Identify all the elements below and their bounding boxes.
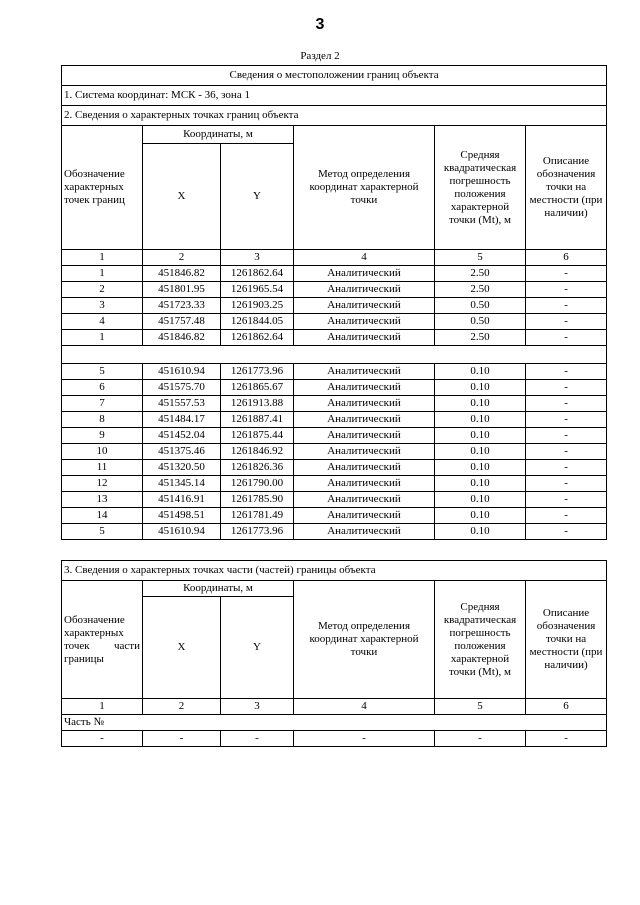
- header-description: Описание обозначения точки на местности (при наличии): [526, 126, 607, 250]
- point-number: 4: [62, 314, 143, 330]
- table-row: [62, 330, 607, 346]
- part-table: [61, 560, 607, 747]
- method: Аналитический: [294, 412, 435, 428]
- accuracy: 0.10: [435, 460, 526, 476]
- accuracy: 0.10: [435, 396, 526, 412]
- table-row: [62, 492, 607, 508]
- description: -: [526, 460, 607, 476]
- part-header-x: X: [143, 597, 221, 699]
- accuracy: 2.50: [435, 330, 526, 346]
- method: Аналитический: [294, 282, 435, 298]
- coord-y: 1261844.05: [221, 314, 294, 330]
- part-cell: -: [62, 731, 143, 747]
- part-cell: -: [143, 731, 221, 747]
- column-number-row: [62, 250, 607, 266]
- accuracy: 2.50: [435, 266, 526, 282]
- contour-separator-row: [62, 346, 607, 364]
- column-number: 5: [435, 699, 526, 715]
- point-number: 5: [62, 524, 143, 540]
- table-row: [62, 298, 607, 314]
- table-row: [62, 428, 607, 444]
- coord-y: 1261785.90: [221, 492, 294, 508]
- point-number: 14: [62, 508, 143, 524]
- table-row: [62, 396, 607, 412]
- coord-x: 451575.70: [143, 380, 221, 396]
- part-label: Часть №: [62, 715, 607, 731]
- part-header-accuracy: Средняя квадратическая погрешность положения характерной точки (Mt), м: [435, 581, 526, 699]
- coord-y: 1261903.25: [221, 298, 294, 314]
- part-cell: -: [526, 731, 607, 747]
- description: -: [526, 330, 607, 346]
- coord-y: 1261862.64: [221, 330, 294, 346]
- column-number: 6: [526, 699, 607, 715]
- description: -: [526, 444, 607, 460]
- column-number: 1: [62, 250, 143, 266]
- description: -: [526, 492, 607, 508]
- accuracy: 0.50: [435, 314, 526, 330]
- description: -: [526, 428, 607, 444]
- method: Аналитический: [294, 428, 435, 444]
- method: Аналитический: [294, 364, 435, 380]
- table-row: [62, 380, 607, 396]
- description: -: [526, 476, 607, 492]
- part-header-designation: Обозначение характерных точек части границы: [62, 581, 143, 699]
- method: Аналитический: [294, 396, 435, 412]
- header-x: X: [143, 144, 221, 250]
- accuracy: 0.10: [435, 428, 526, 444]
- header-accuracy: Средняя квадратическая погрешность положения характерной точки (Mt), м: [435, 126, 526, 250]
- part-header-description: Описание обозначения точки на местности (при наличии): [526, 581, 607, 699]
- header-designation: Обозначение характерных точек границ: [62, 126, 143, 250]
- part-heading: 3. Сведения о характерных точках части (частей) границы объекта: [62, 561, 607, 581]
- coord-x: 451375.46: [143, 444, 221, 460]
- coord-y: 1261865.67: [221, 380, 294, 396]
- coord-x: 451320.50: [143, 460, 221, 476]
- point-number: 10: [62, 444, 143, 460]
- point-number: 1: [62, 266, 143, 282]
- method: Аналитический: [294, 380, 435, 396]
- column-number: 6: [526, 250, 607, 266]
- point-number: 3: [62, 298, 143, 314]
- contour-separator: [62, 346, 607, 364]
- accuracy: 2.50: [435, 282, 526, 298]
- point-number: 11: [62, 460, 143, 476]
- point-number: 2: [62, 282, 143, 298]
- description: -: [526, 298, 607, 314]
- coord-y: 1261887.41: [221, 412, 294, 428]
- coord-x: 451757.48: [143, 314, 221, 330]
- contour-2-rows: [62, 364, 607, 540]
- point-number: 7: [62, 396, 143, 412]
- points-heading: 2. Сведения о характерных точках границ объекта: [62, 106, 607, 126]
- column-number: 3: [221, 250, 294, 266]
- coord-y: 1261790.00: [221, 476, 294, 492]
- header-y: Y: [221, 144, 294, 250]
- method: Аналитический: [294, 492, 435, 508]
- coord-x: 451723.33: [143, 298, 221, 314]
- coord-y: 1261773.96: [221, 364, 294, 380]
- coord-x: 451846.82: [143, 266, 221, 282]
- description: -: [526, 508, 607, 524]
- description: -: [526, 396, 607, 412]
- column-number: 4: [294, 250, 435, 266]
- coord-y: 1261781.49: [221, 508, 294, 524]
- coord-system: 1. Система координат: МСК - 36, зона 1: [62, 86, 607, 106]
- point-number: 5: [62, 364, 143, 380]
- coord-x: 451610.94: [143, 524, 221, 540]
- column-number: 5: [435, 250, 526, 266]
- coord-y: 1261826.36: [221, 460, 294, 476]
- accuracy: 0.10: [435, 524, 526, 540]
- coord-x: 451557.53: [143, 396, 221, 412]
- accuracy: 0.10: [435, 492, 526, 508]
- table-row: [62, 364, 607, 380]
- table-row: [62, 476, 607, 492]
- point-number: 9: [62, 428, 143, 444]
- accuracy: 0.10: [435, 444, 526, 460]
- method: Аналитический: [294, 298, 435, 314]
- point-number: 1: [62, 330, 143, 346]
- part-cell: -: [435, 731, 526, 747]
- point-number: 8: [62, 412, 143, 428]
- part-cell: -: [221, 731, 294, 747]
- coord-x: 451416.91: [143, 492, 221, 508]
- method: Аналитический: [294, 266, 435, 282]
- column-number: 3: [221, 699, 294, 715]
- coord-y: 1261862.64: [221, 266, 294, 282]
- accuracy: 0.10: [435, 476, 526, 492]
- description: -: [526, 524, 607, 540]
- description: -: [526, 282, 607, 298]
- column-number: 2: [143, 250, 221, 266]
- table-row: [62, 314, 607, 330]
- coord-x: 451452.04: [143, 428, 221, 444]
- main-title: Сведения о местоположении границ объекта: [62, 66, 607, 86]
- description: -: [526, 266, 607, 282]
- description: -: [526, 380, 607, 396]
- accuracy: 0.10: [435, 364, 526, 380]
- coord-y: 1261846.92: [221, 444, 294, 460]
- method: Аналитический: [294, 508, 435, 524]
- coord-x: 451498.51: [143, 508, 221, 524]
- part-cell: -: [294, 731, 435, 747]
- header-coordinates: Координаты, м: [143, 126, 294, 144]
- point-number: 6: [62, 380, 143, 396]
- coord-x: 451846.82: [143, 330, 221, 346]
- coord-x: 451345.14: [143, 476, 221, 492]
- table-row: [62, 508, 607, 524]
- table-row: [62, 460, 607, 476]
- part-column-number-row: [62, 699, 607, 715]
- method: Аналитический: [294, 314, 435, 330]
- description: -: [526, 314, 607, 330]
- table-row: [62, 266, 607, 282]
- description: -: [526, 412, 607, 428]
- table-row: [62, 524, 607, 540]
- coord-y: 1261773.96: [221, 524, 294, 540]
- part-header-method: Метод определения координат характерной точки: [294, 581, 435, 699]
- coord-x: 451610.94: [143, 364, 221, 380]
- accuracy: 0.10: [435, 380, 526, 396]
- header-method: Метод определения координат характерной точки: [294, 126, 435, 250]
- accuracy: 0.10: [435, 412, 526, 428]
- part-header-y: Y: [221, 597, 294, 699]
- column-number: 4: [294, 699, 435, 715]
- table-row: [62, 444, 607, 460]
- contour-1-rows: [62, 266, 607, 346]
- part-header-coordinates: Координаты, м: [143, 581, 294, 597]
- column-number: 2: [143, 699, 221, 715]
- boundary-table: [61, 65, 607, 540]
- method: Аналитический: [294, 460, 435, 476]
- coord-y: 1261875.44: [221, 428, 294, 444]
- accuracy: 0.10: [435, 508, 526, 524]
- point-number: 13: [62, 492, 143, 508]
- description: -: [526, 364, 607, 380]
- method: Аналитический: [294, 524, 435, 540]
- coord-x: 451801.95: [143, 282, 221, 298]
- method: Аналитический: [294, 330, 435, 346]
- method: Аналитический: [294, 444, 435, 460]
- coord-y: 1261913.88: [221, 396, 294, 412]
- table-row: [62, 412, 607, 428]
- coord-y: 1261965.54: [221, 282, 294, 298]
- column-number: 1: [62, 699, 143, 715]
- point-number: 12: [62, 476, 143, 492]
- coord-x: 451484.17: [143, 412, 221, 428]
- section-label: Раздел 2: [300, 50, 340, 62]
- table-row: [62, 282, 607, 298]
- method: Аналитический: [294, 476, 435, 492]
- part-empty-row: [62, 731, 607, 747]
- accuracy: 0.50: [435, 298, 526, 314]
- page-number: 3: [315, 16, 325, 33]
